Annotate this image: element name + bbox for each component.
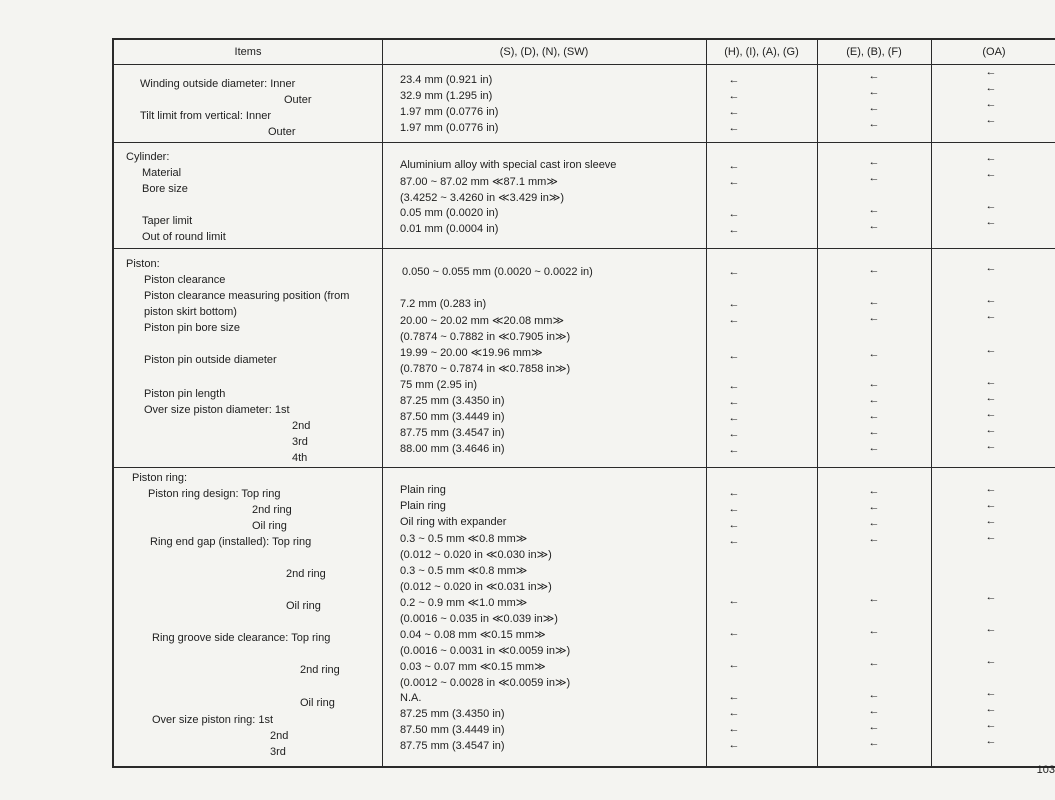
same-arrow-icon: ← — [985, 66, 997, 78]
same-arrow-icon: ← — [728, 350, 740, 362]
same-arrow-icon: ← — [868, 625, 880, 637]
same-arrow-icon: ← — [868, 220, 880, 232]
row-label: 4th — [292, 452, 308, 464]
header-col-e-b-f: (E), (B), (F) — [846, 46, 902, 58]
spec-value: (0.012 ~ 0.020 in ≪0.030 in≫) — [400, 549, 552, 561]
spec-value: 87.00 ~ 87.02 mm ≪87.1 mm≫ — [400, 176, 558, 188]
same-arrow-icon: ← — [868, 517, 880, 529]
spec-value: Plain ring — [400, 500, 446, 512]
spec-value: 1.97 mm (0.0776 in) — [400, 106, 499, 118]
row-label: 2nd — [270, 730, 289, 742]
same-arrow-icon: ← — [868, 442, 880, 454]
spec-value: 87.75 mm (3.4547 in) — [400, 427, 505, 439]
same-arrow-icon: ← — [985, 623, 997, 635]
row-label: piston skirt bottom) — [144, 306, 237, 318]
same-arrow-icon: ← — [868, 705, 880, 717]
same-arrow-icon: ← — [728, 707, 740, 719]
header-col-h-i-a-g: (H), (I), (A), (G) — [724, 46, 799, 58]
same-arrow-icon: ← — [985, 82, 997, 94]
same-arrow-icon: ← — [868, 86, 880, 98]
same-arrow-icon: ← — [985, 424, 997, 436]
spec-value: 19.99 ~ 20.00 ≪19.96 mm≫ — [400, 347, 543, 359]
spec-value: (0.0016 ~ 0.035 in ≪0.039 in≫) — [400, 613, 558, 625]
row-label: Piston clearance measuring position (from — [144, 290, 350, 302]
spec-value: (3.4252 ~ 3.4260 in ≪3.429 in≫) — [400, 192, 565, 204]
same-arrow-icon: ← — [728, 266, 740, 278]
spec-value: 0.04 ~ 0.08 mm ≪0.15 mm≫ — [400, 629, 546, 641]
same-arrow-icon: ← — [985, 499, 997, 511]
same-arrow-icon: ← — [985, 152, 997, 164]
spec-value: Aluminium alloy with special cast iron sleeve — [400, 159, 617, 171]
section-piston — [114, 248, 1055, 467]
same-arrow-icon: ← — [985, 310, 997, 322]
same-arrow-icon: ← — [728, 90, 740, 102]
same-arrow-icon: ← — [985, 515, 997, 527]
spec-value: 87.25 mm (3.4350 in) — [400, 708, 505, 720]
same-arrow-icon: ← — [868, 426, 880, 438]
header-col-s-d-n-sw: (S), (D), (N), (SW) — [499, 46, 589, 58]
same-arrow-icon: ← — [728, 380, 740, 392]
spec-value: 0.03 ~ 0.07 mm ≪0.15 mm≫ — [400, 661, 546, 673]
spec-value: 0.050 ~ 0.055 mm (0.0020 ~ 0.0022 in) — [402, 266, 593, 278]
same-arrow-icon: ← — [985, 440, 997, 452]
header-col-oa: (OA) — [982, 46, 1006, 58]
same-arrow-icon: ← — [728, 160, 740, 172]
row-label: Over size piston diameter: 1st — [144, 404, 290, 416]
section-title: Piston: — [126, 258, 160, 270]
row-label: Winding outside diameter: Inner — [140, 78, 296, 90]
same-arrow-icon: ← — [728, 106, 740, 118]
row-label: Piston pin bore size — [144, 322, 240, 334]
section-title: Piston ring: — [132, 472, 188, 484]
row-label: 2nd ring — [300, 664, 340, 676]
spec-value: N.A. — [400, 692, 422, 704]
same-arrow-icon: ← — [985, 719, 997, 731]
spec-value: 75 mm (2.95 in) — [400, 379, 478, 391]
same-arrow-icon: ← — [868, 296, 880, 308]
same-arrow-icon: ← — [985, 687, 997, 699]
spec-value: 0.3 ~ 0.5 mm ≪0.8 mm≫ — [400, 533, 528, 545]
same-arrow-icon: ← — [985, 114, 997, 126]
same-arrow-icon: ← — [868, 204, 880, 216]
spec-value: (0.0016 ~ 0.0031 in ≪0.0059 in≫) — [400, 645, 571, 657]
same-arrow-icon: ← — [868, 348, 880, 360]
row-label: Oil ring — [252, 520, 287, 532]
same-arrow-icon: ← — [728, 412, 740, 424]
spec-value: 87.25 mm (3.4350 in) — [400, 395, 505, 407]
row-label: Oil ring — [286, 600, 321, 612]
spec-value: 87.50 mm (3.4449 in) — [400, 724, 505, 736]
same-arrow-icon: ← — [985, 168, 997, 180]
spec-value: 0.05 mm (0.0020 in) — [400, 207, 499, 219]
row-label: 2nd — [292, 420, 311, 432]
same-arrow-icon: ← — [728, 208, 740, 220]
same-arrow-icon: ← — [868, 312, 880, 324]
section-piston-ring — [114, 467, 1055, 767]
row-label: Outer — [268, 126, 296, 138]
row-label: Piston pin outside diameter — [144, 354, 277, 366]
same-arrow-icon: ← — [868, 721, 880, 733]
same-arrow-icon: ← — [868, 737, 880, 749]
spec-value: 23.4 mm (0.921 in) — [400, 74, 493, 86]
same-arrow-icon: ← — [728, 519, 740, 531]
same-arrow-icon: ← — [985, 98, 997, 110]
same-arrow-icon: ← — [728, 122, 740, 134]
same-arrow-icon: ← — [985, 344, 997, 356]
spec-value: 87.50 mm (3.4449 in) — [400, 411, 505, 423]
same-arrow-icon: ← — [868, 172, 880, 184]
spec-value: (0.012 ~ 0.020 in ≪0.031 in≫) — [400, 581, 552, 593]
spec-value: 0.01 mm (0.0004 in) — [400, 223, 499, 235]
row-label: Piston ring design: Top ring — [148, 488, 281, 500]
spec-value: Plain ring — [400, 484, 446, 496]
same-arrow-icon: ← — [985, 483, 997, 495]
row-label: Tilt limit from vertical: Inner — [140, 110, 272, 122]
spec-value: 1.97 mm (0.0776 in) — [400, 122, 499, 134]
spec-value: (0.7870 ~ 0.7874 in ≪0.7858 in≫) — [400, 363, 571, 375]
section-winding — [114, 64, 1055, 142]
same-arrow-icon: ← — [728, 503, 740, 515]
same-arrow-icon: ← — [728, 739, 740, 751]
same-arrow-icon: ← — [728, 595, 740, 607]
row-label: Outer — [284, 94, 312, 106]
row-label: 3rd — [270, 746, 286, 758]
same-arrow-icon: ← — [985, 655, 997, 667]
row-label: Ring end gap (installed): Top ring — [150, 536, 312, 548]
same-arrow-icon: ← — [985, 294, 997, 306]
row-label: Over size piston ring: 1st — [152, 714, 274, 726]
same-arrow-icon: ← — [868, 394, 880, 406]
row-label: Piston clearance — [144, 274, 226, 286]
same-arrow-icon: ← — [728, 428, 740, 440]
same-arrow-icon: ← — [868, 118, 880, 130]
row-label: 2nd ring — [286, 568, 326, 580]
spec-value: 0.3 ~ 0.5 mm ≪0.8 mm≫ — [400, 565, 528, 577]
row-label: Taper limit — [142, 215, 193, 227]
same-arrow-icon: ← — [728, 314, 740, 326]
same-arrow-icon: ← — [728, 487, 740, 499]
same-arrow-icon: ← — [728, 74, 740, 86]
same-arrow-icon: ← — [985, 591, 997, 603]
row-label: 2nd ring — [252, 504, 292, 516]
same-arrow-icon: ← — [985, 735, 997, 747]
spec-value: 0.2 ~ 0.9 mm ≪1.0 mm≫ — [400, 597, 528, 609]
row-label: 3rd — [292, 436, 308, 448]
header-items: Items — [234, 46, 262, 58]
same-arrow-icon: ← — [868, 485, 880, 497]
row-label: Oil ring — [300, 697, 335, 709]
same-arrow-icon: ← — [728, 444, 740, 456]
same-arrow-icon: ← — [728, 691, 740, 703]
same-arrow-icon: ← — [868, 657, 880, 669]
section-cylinder — [114, 142, 1055, 248]
spec-value: 88.00 mm (3.4646 in) — [400, 443, 505, 455]
same-arrow-icon: ← — [728, 298, 740, 310]
section-title: Cylinder: — [126, 151, 170, 163]
same-arrow-icon: ← — [868, 501, 880, 513]
same-arrow-icon: ← — [985, 216, 997, 228]
spec-value: 87.75 mm (3.4547 in) — [400, 740, 505, 752]
same-arrow-icon: ← — [868, 593, 880, 605]
same-arrow-icon: ← — [985, 376, 997, 388]
spec-value: Oil ring with expander — [400, 516, 507, 528]
spec-table — [112, 38, 1055, 768]
same-arrow-icon: ← — [728, 396, 740, 408]
same-arrow-icon: ← — [985, 408, 997, 420]
same-arrow-icon: ← — [985, 392, 997, 404]
same-arrow-icon: ← — [985, 703, 997, 715]
page-number: 103 — [1036, 764, 1055, 776]
same-arrow-icon: ← — [728, 535, 740, 547]
same-arrow-icon: ← — [868, 533, 880, 545]
same-arrow-icon: ← — [985, 531, 997, 543]
same-arrow-icon: ← — [728, 224, 740, 236]
row-label: Material — [142, 167, 182, 179]
spec-value: (0.7874 ~ 0.7882 in ≪0.7905 in≫) — [400, 331, 571, 343]
same-arrow-icon: ← — [868, 70, 880, 82]
same-arrow-icon: ← — [868, 689, 880, 701]
same-arrow-icon: ← — [728, 627, 740, 639]
same-arrow-icon: ← — [868, 264, 880, 276]
row-label: Piston pin length — [144, 388, 226, 400]
same-arrow-icon: ← — [728, 659, 740, 671]
row-label: Bore size — [142, 183, 188, 195]
row-label: Ring groove side clearance: Top ring — [152, 632, 331, 644]
same-arrow-icon: ← — [868, 410, 880, 422]
row-label: Out of round limit — [142, 231, 226, 243]
spec-value: (0.0012 ~ 0.0028 in ≪0.0059 in≫) — [400, 677, 571, 689]
same-arrow-icon: ← — [868, 378, 880, 390]
spec-value: 20.00 ~ 20.02 mm ≪20.08 mm≫ — [400, 315, 564, 327]
spec-value: 7.2 mm (0.283 in) — [400, 298, 487, 310]
same-arrow-icon: ← — [868, 156, 880, 168]
same-arrow-icon: ← — [868, 102, 880, 114]
same-arrow-icon: ← — [985, 262, 997, 274]
same-arrow-icon: ← — [728, 176, 740, 188]
same-arrow-icon: ← — [985, 200, 997, 212]
same-arrow-icon: ← — [728, 723, 740, 735]
spec-value: 32.9 mm (1.295 in) — [400, 90, 493, 102]
